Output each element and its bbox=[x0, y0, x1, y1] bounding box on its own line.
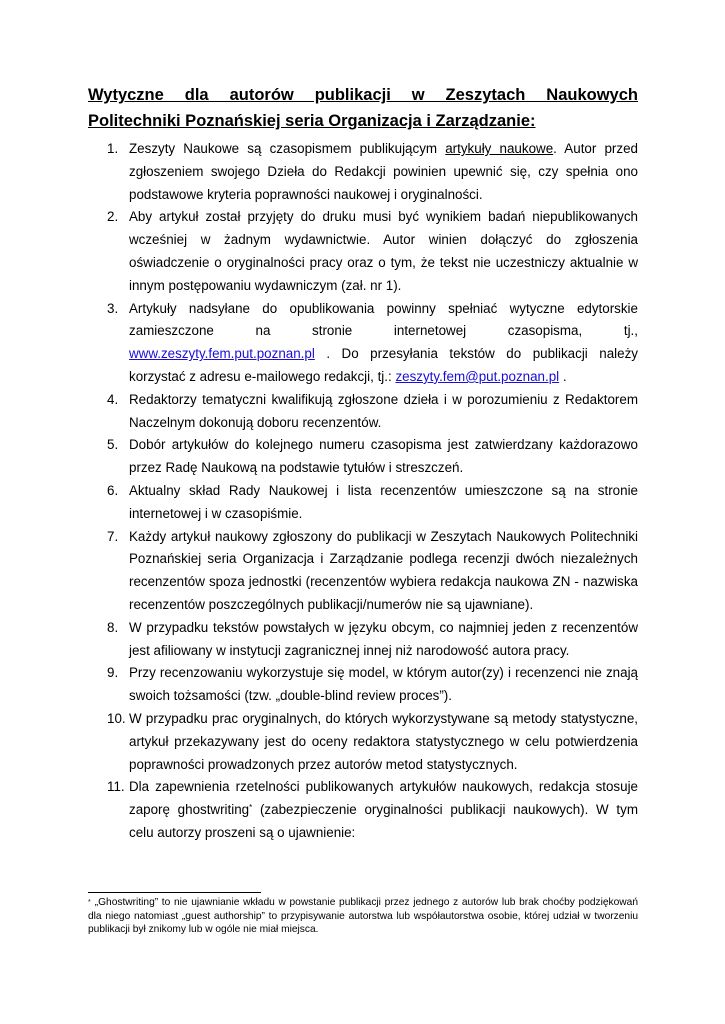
guideline-item-4 bbox=[88, 389, 638, 435]
item-text: . bbox=[559, 368, 567, 384]
guideline-item-8 bbox=[88, 617, 638, 663]
guideline-item-7 bbox=[88, 526, 638, 617]
item-number: 6. bbox=[107, 482, 119, 498]
item-text: Aktualny skład Rady Naukowej i lista recenzentów umieszczone są na stronie internetowej i w czasopiśmie. bbox=[129, 482, 638, 521]
footnote-text: „Ghostwriting” to nie ujawnianie wkładu w powstanie publikacji przez jednego z autorów lub brak choćby podziękowań dla niego natomiast „guest authorship” to przypisywanie autorstwa lub współautorstwa osobie, której udział w tworzeniu publikacji był znikomy lub w ogóle nie miał miejsca. bbox=[88, 897, 638, 935]
item-number: 9. bbox=[107, 665, 119, 681]
item-number: 2. bbox=[107, 209, 119, 225]
item-text: . Autor przed zgłoszeniem swojego Dzieła do Redakcji powinien upewnić się, czy spełnia ono podstawowe kryteria poprawności naukowej i oryginalności. bbox=[129, 141, 638, 202]
guideline-item-5 bbox=[88, 434, 638, 480]
editorial-email-link[interactable]: zeszyty.fem@put.poznan.pl bbox=[395, 368, 560, 384]
item-number: 1. bbox=[107, 141, 119, 156]
title-line-1: Wytyczne dla autorów publikacji w Zeszytach Naukowych bbox=[88, 86, 638, 104]
item-text-underlined: artykuły naukowe bbox=[445, 141, 554, 156]
item-text: . Do przesyłania tekstów do publikacji należy korzystać z adresu e-mailowego redakcji, tj.: bbox=[129, 346, 638, 384]
item-text: Redaktorzy tematyczni kwalifikują zgłoszone dzieła i w porozumieniu z Redaktorem Naczelnym dokonują doboru recenzentów. bbox=[129, 391, 638, 430]
footnote-mark: * bbox=[88, 899, 91, 906]
guideline-item-11 bbox=[88, 776, 638, 844]
guideline-item-10 bbox=[88, 708, 638, 776]
item-text: (zabezpieczenie oryginalności publikacji naukowych). W tym celu autorzy proszeni są o ujawnienie: bbox=[129, 802, 638, 840]
footnote-reference[interactable]: * bbox=[249, 803, 253, 813]
item-text: W przypadku tekstów powstałych w języku obcym, co najmniej jeden z recenzentów jest afiliowany w instytucji zagranicznej innej niż narodowość autora pracy. bbox=[129, 619, 638, 658]
item-text-line: zamieszczone na stronie internetowej czasopisma, tj., bbox=[129, 323, 638, 339]
item-text: Zeszyty Naukowe są czasopismem publikującym bbox=[129, 141, 446, 156]
item-text: Dla zapewnienia rzetelności publikowanych artykułów naukowych, redakcja stosuje zaporę ghostwriting bbox=[129, 779, 638, 818]
item-number: 3. bbox=[107, 300, 119, 316]
item-number: 11. bbox=[107, 779, 125, 795]
guideline-item-3 bbox=[88, 298, 638, 389]
guideline-item-9 bbox=[88, 662, 638, 708]
item-number: 4. bbox=[107, 391, 119, 407]
item-number: 8. bbox=[107, 619, 119, 635]
item-text: Aby artykuł został przyjęty do druku musi być wynikiem badań niepublikowanych wcześniej w żadnym wydawnictwie. Autor winien dołączyć do zgłoszenia oświadczenie o oryginalności pracy oraz o tym, że tekst nie uczestniczy aktualnie w innym postępowaniu wydawniczym (zał. nr 1). bbox=[129, 209, 638, 293]
item-text: Dobór artykułów do kolejnego numeru czasopisma jest zatwierdzany każdorazowo przez Radę Naukową na podstawie tytułów i streszczeń. bbox=[129, 437, 638, 476]
guidelines-list bbox=[88, 138, 638, 845]
item-text-line: Artykuły nadsyłane do opublikowania powinny spełniać wytyczne edytorskie bbox=[129, 300, 638, 316]
item-text: Każdy artykuł naukowy zgłoszony do publikacji w Zeszytach Naukowych Politechniki Poznańskiej seria Organizacja i Zarządzanie podlega recenzji dwóch niezależnych recenzentów spoza jednostki (recenzentów wybiera redakcja naukowa ZN - nazwiska recenzentów poszczególnych publikacji/numerów nie są ujawniane). bbox=[129, 528, 638, 612]
journal-website-link[interactable]: www.zeszyty.fem.put.poznan.pl bbox=[129, 346, 315, 362]
footnote bbox=[88, 896, 638, 937]
item-number: 5. bbox=[107, 437, 119, 453]
footnote-separator bbox=[88, 892, 261, 893]
document-title bbox=[88, 82, 638, 134]
guideline-item-2 bbox=[88, 206, 638, 297]
item-text: W przypadku prac oryginalnych, do których wykorzystywane są metody statystyczne, artykuł przekazywany jest do oceny redaktora statystycznego w celu potwierdzenia poprawności prowadzonych przez autorów metod statystycznych. bbox=[129, 710, 638, 772]
item-number: 7. bbox=[107, 528, 119, 544]
item-text: Przy recenzowaniu wykorzystuje się model, w którym autor(zy) i recenzenci nie znają swoich tożsamości (tzw. „double-blind review proces”). bbox=[129, 665, 638, 704]
item-number: 10. bbox=[107, 710, 126, 726]
document-body bbox=[88, 82, 638, 845]
guideline-item-1 bbox=[88, 138, 638, 206]
guideline-item-6 bbox=[88, 480, 638, 526]
title-line-2: Politechniki Poznańskiej seria Organizacja i Zarządzanie: bbox=[88, 112, 536, 130]
